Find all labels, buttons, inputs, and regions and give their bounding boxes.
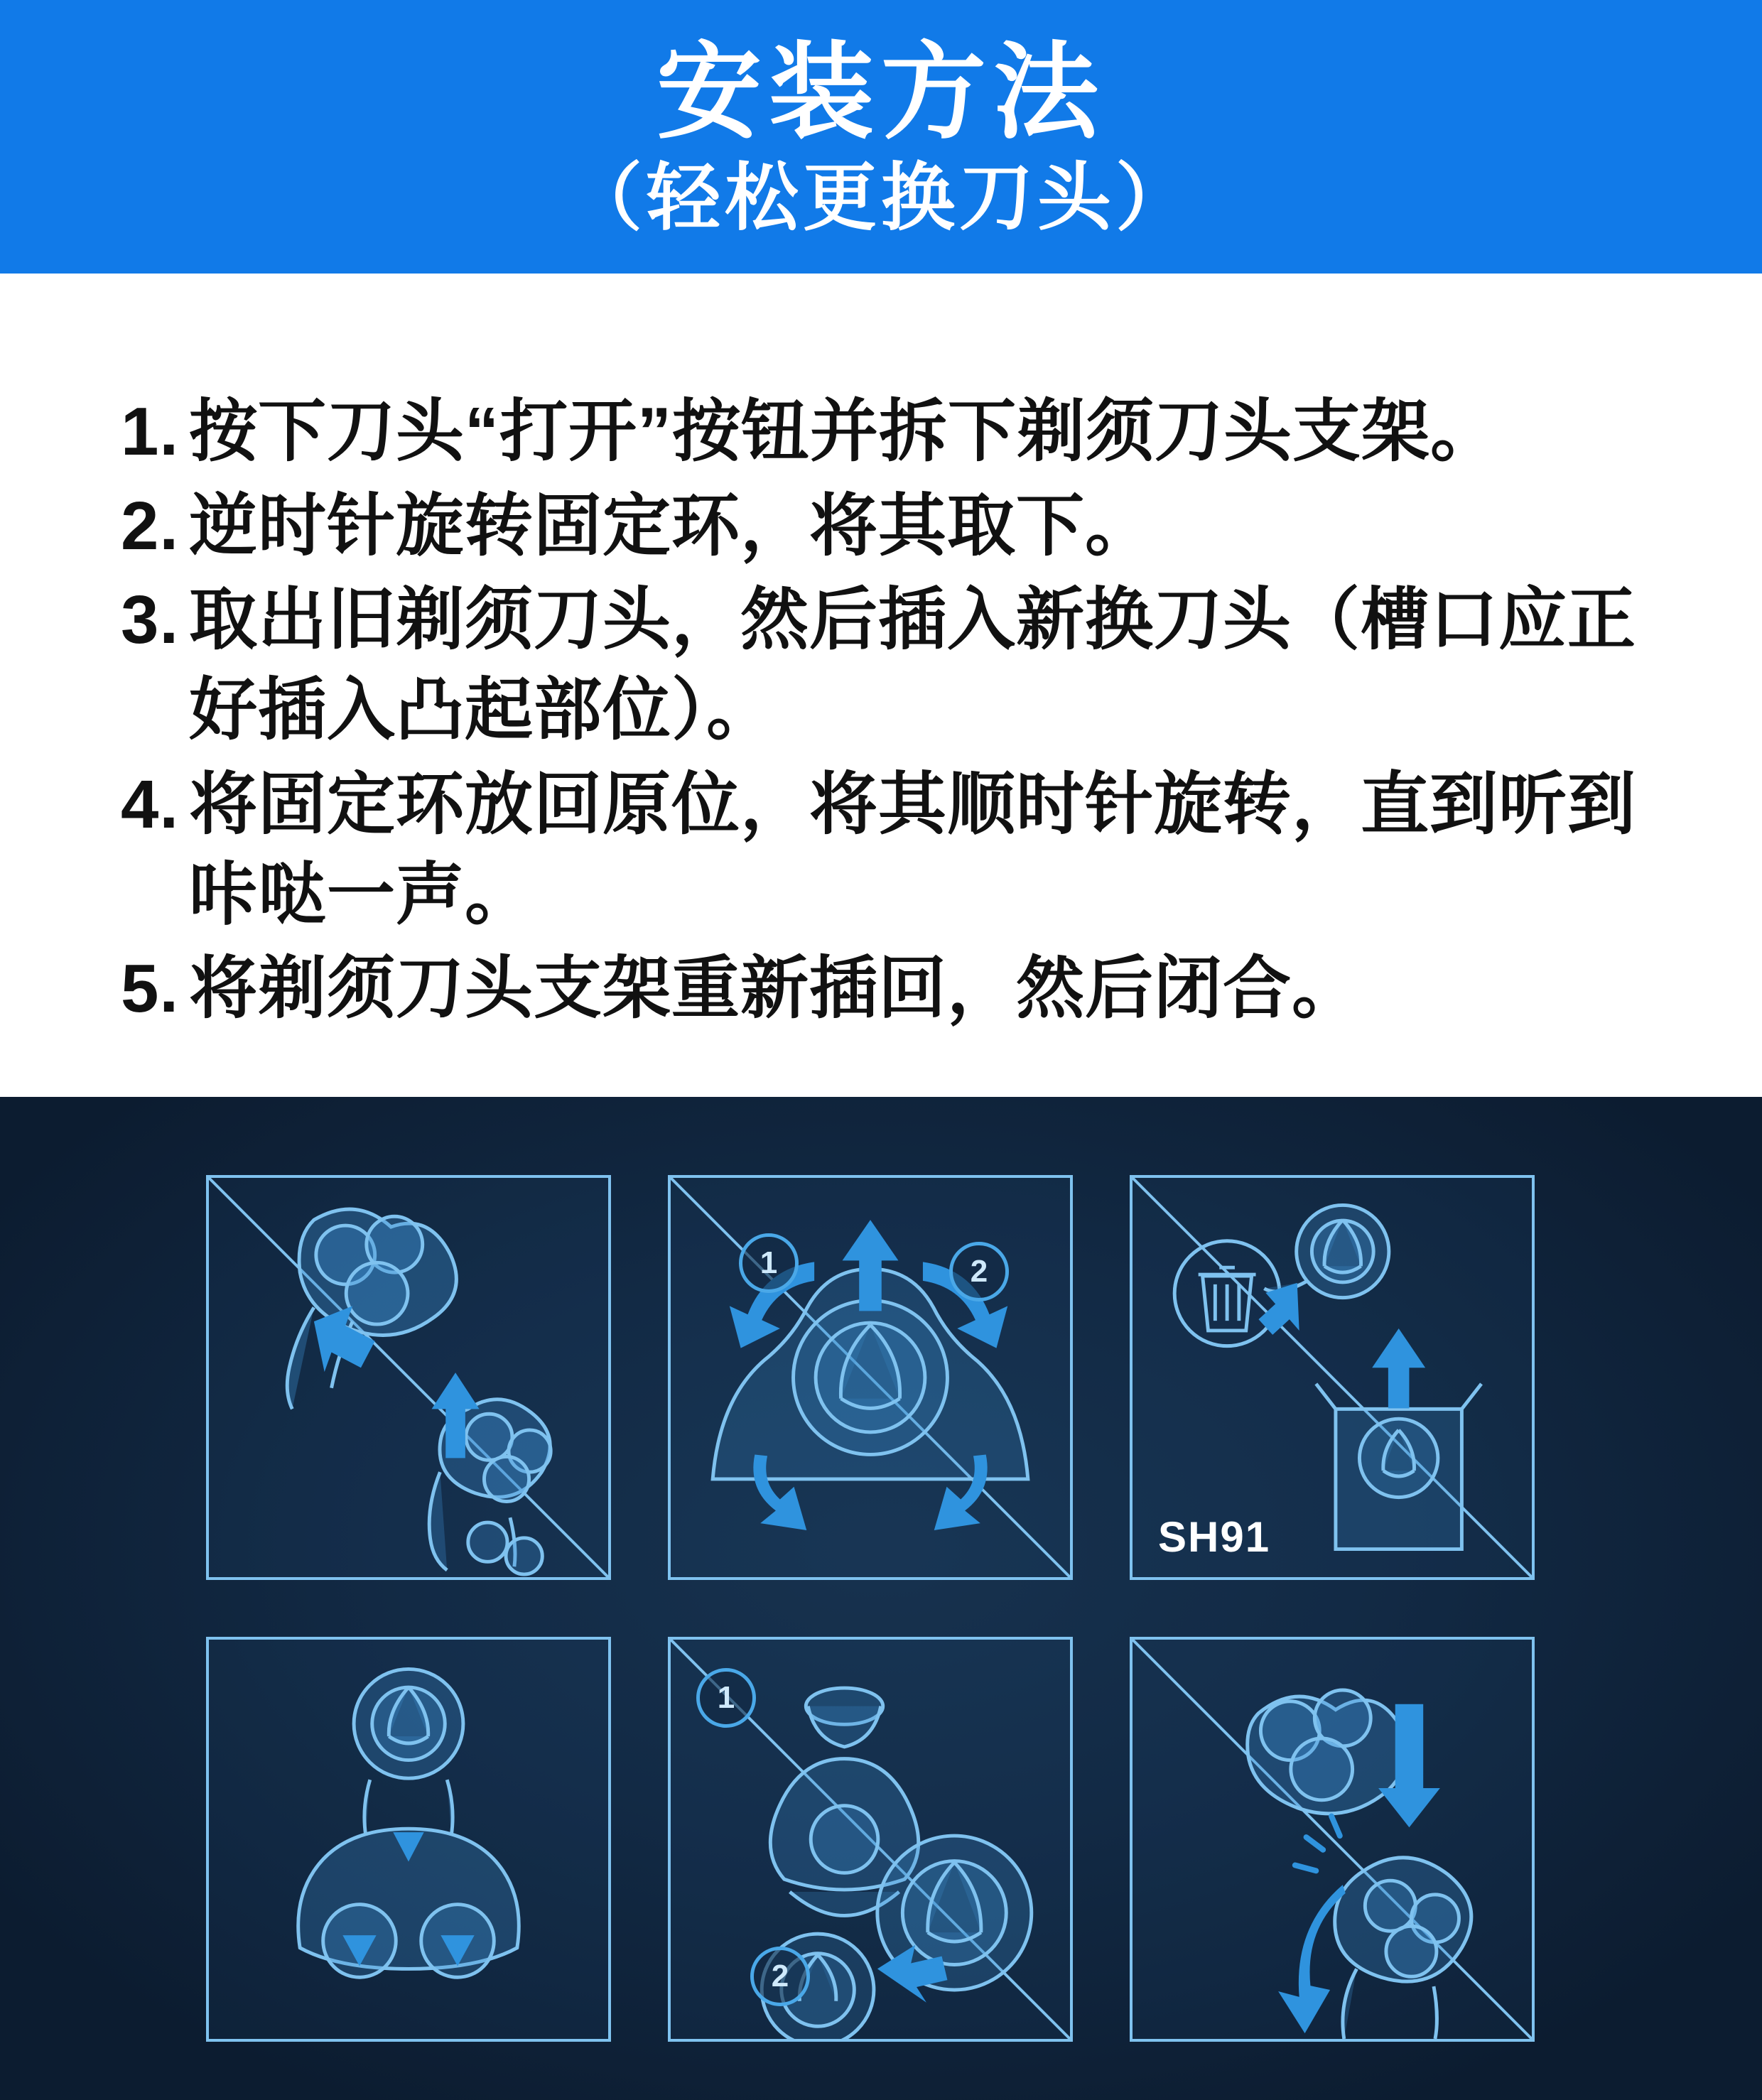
badge-1: 1 xyxy=(739,1233,799,1293)
step-text: 逆时针旋转固定环，将其取下。 xyxy=(189,487,1155,564)
step-text: 取出旧剃须刀头，然后插入新换刀头（槽口应正好插入凸起部位）。 xyxy=(189,582,1637,749)
page-title: 安装方法 xyxy=(656,34,1106,151)
step-number: 1. xyxy=(121,394,180,470)
illustration-cell-6 xyxy=(1130,1637,1535,2042)
illustration-cell-2 xyxy=(668,1175,1073,1580)
illustration-cell-5 xyxy=(668,1637,1073,2042)
illustration-cell-3 xyxy=(1130,1175,1535,1580)
illustration-grid xyxy=(206,1175,1563,2049)
insert-blade-icon xyxy=(209,1640,608,2039)
list-item xyxy=(121,944,1641,1034)
illustration-cell-4 xyxy=(206,1637,611,2042)
list-item xyxy=(121,482,1641,572)
illustration-cell-1 xyxy=(206,1175,611,1580)
blade-model-label: SH91 xyxy=(1158,1513,1271,1561)
list-item xyxy=(121,760,1641,940)
step-number: 5. xyxy=(121,951,180,1027)
step-number: 2. xyxy=(121,487,180,564)
badge-2: 2 xyxy=(949,1242,1009,1301)
instruction-steps xyxy=(0,274,1762,1097)
list-item xyxy=(121,575,1641,755)
shaver-head-removal-icon xyxy=(209,1178,608,1577)
retaining-ring-rotate-icon xyxy=(671,1178,1070,1577)
badge-2: 2 xyxy=(750,1947,810,2006)
step-text: 将固定环放回原位，将其顺时针旋转，直到听到咔哒一声。 xyxy=(189,766,1637,933)
step-text: 将剃须刀头支架重新插回，然后闭合。 xyxy=(189,951,1361,1027)
header-banner xyxy=(0,0,1762,274)
illustration-panel xyxy=(0,1097,1762,2100)
step-number: 4. xyxy=(121,766,180,843)
reattach-head-icon xyxy=(1133,1640,1532,2039)
page-subtitle: （轻松更换刀头） xyxy=(568,157,1194,240)
step-text: 按下刀头“打开”按钮并拆下剃须刀头支架。 xyxy=(189,394,1500,470)
step-number: 3. xyxy=(121,582,180,659)
badge-1: 1 xyxy=(696,1668,756,1728)
list-item xyxy=(121,387,1641,477)
